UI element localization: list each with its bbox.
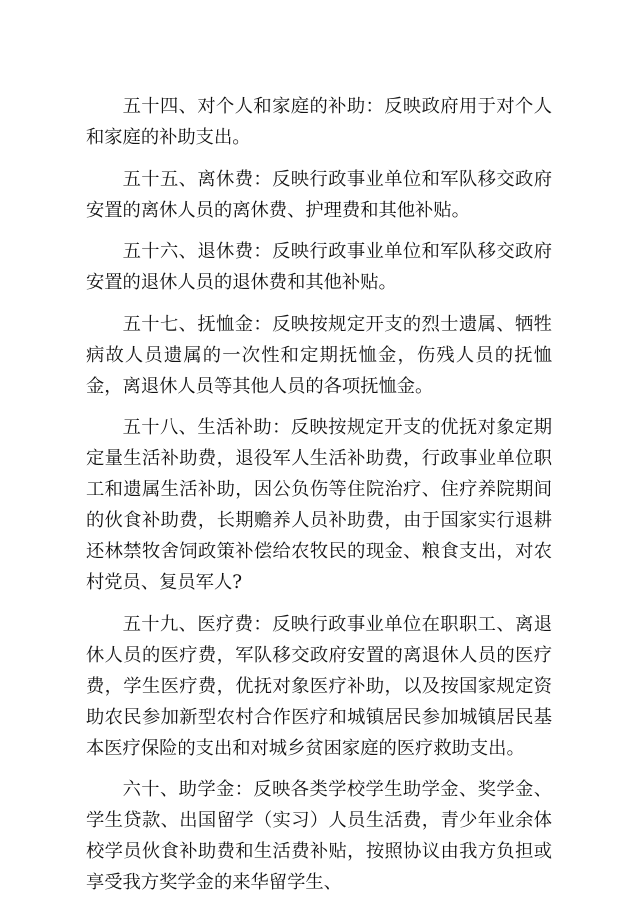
paragraph-56-retirement-fee: 五十六、退休费：反映行政事业单位和军队移交政府安置的退休人员的退休费和其他补贴。: [86, 241, 552, 293]
document-body: [86, 91, 552, 909]
paragraph-58-living-allowance: 五十八、生活补助：反映按规定开支的优抚对象定期定量生活补助费，退役军人生活补助费，行政事业单位职工和遗属生活补助，因公负伤等住院治疗、住疗养院期间的伙食补助费，长期赡养人员补助费，由于国家实行退耕还林禁牧舍饲政策补偿给农牧民的现金、粮食支出，对农村党员、复员军人?: [86, 417, 552, 593]
paragraph-55-retirement-cadre-fee: 五十五、离休费：反映行政事业单位和军队移交政府安置的离休人员的离休费、护理费和其他补贴。: [86, 168, 552, 221]
paragraph-57-pension: 五十七、抚恤金：反映按规定开支的烈士遗属、牺牲病故人员遗属的一次性和定期抚恤金，伤残人员的抚恤金，离退休人员等其他人员的各项抚恤金。: [86, 313, 552, 397]
paragraph-54-personal-family-subsidy: 五十四、对个人和家庭的补助：反映政府用于对个人和家庭的补助支出。: [86, 96, 552, 148]
paragraph-59-medical-expenses: 五十九、医疗费：反映行政事业单位在职职工、离退休人员的医疗费，军队移交政府安置的离退休人员的医疗费，学生医疗费，优抚对象医疗补助，以及按国家规定资助农民参加新型农村合作医疗和城镇居民参加城镇居民基本医疗保险的支出和对城乡贫困家庭的医疗救助支出。: [86, 613, 552, 759]
paragraph-60-student-grants: 六十、助学金：反映各类学校学生助学金、奖学金、学生贷款、出国留学（实习）人员生活费，青少年业余体校学员伙食补助费和生活费补贴，按照协议由我方负担或享受我方奖学金的来华留学生、: [86, 779, 552, 893]
